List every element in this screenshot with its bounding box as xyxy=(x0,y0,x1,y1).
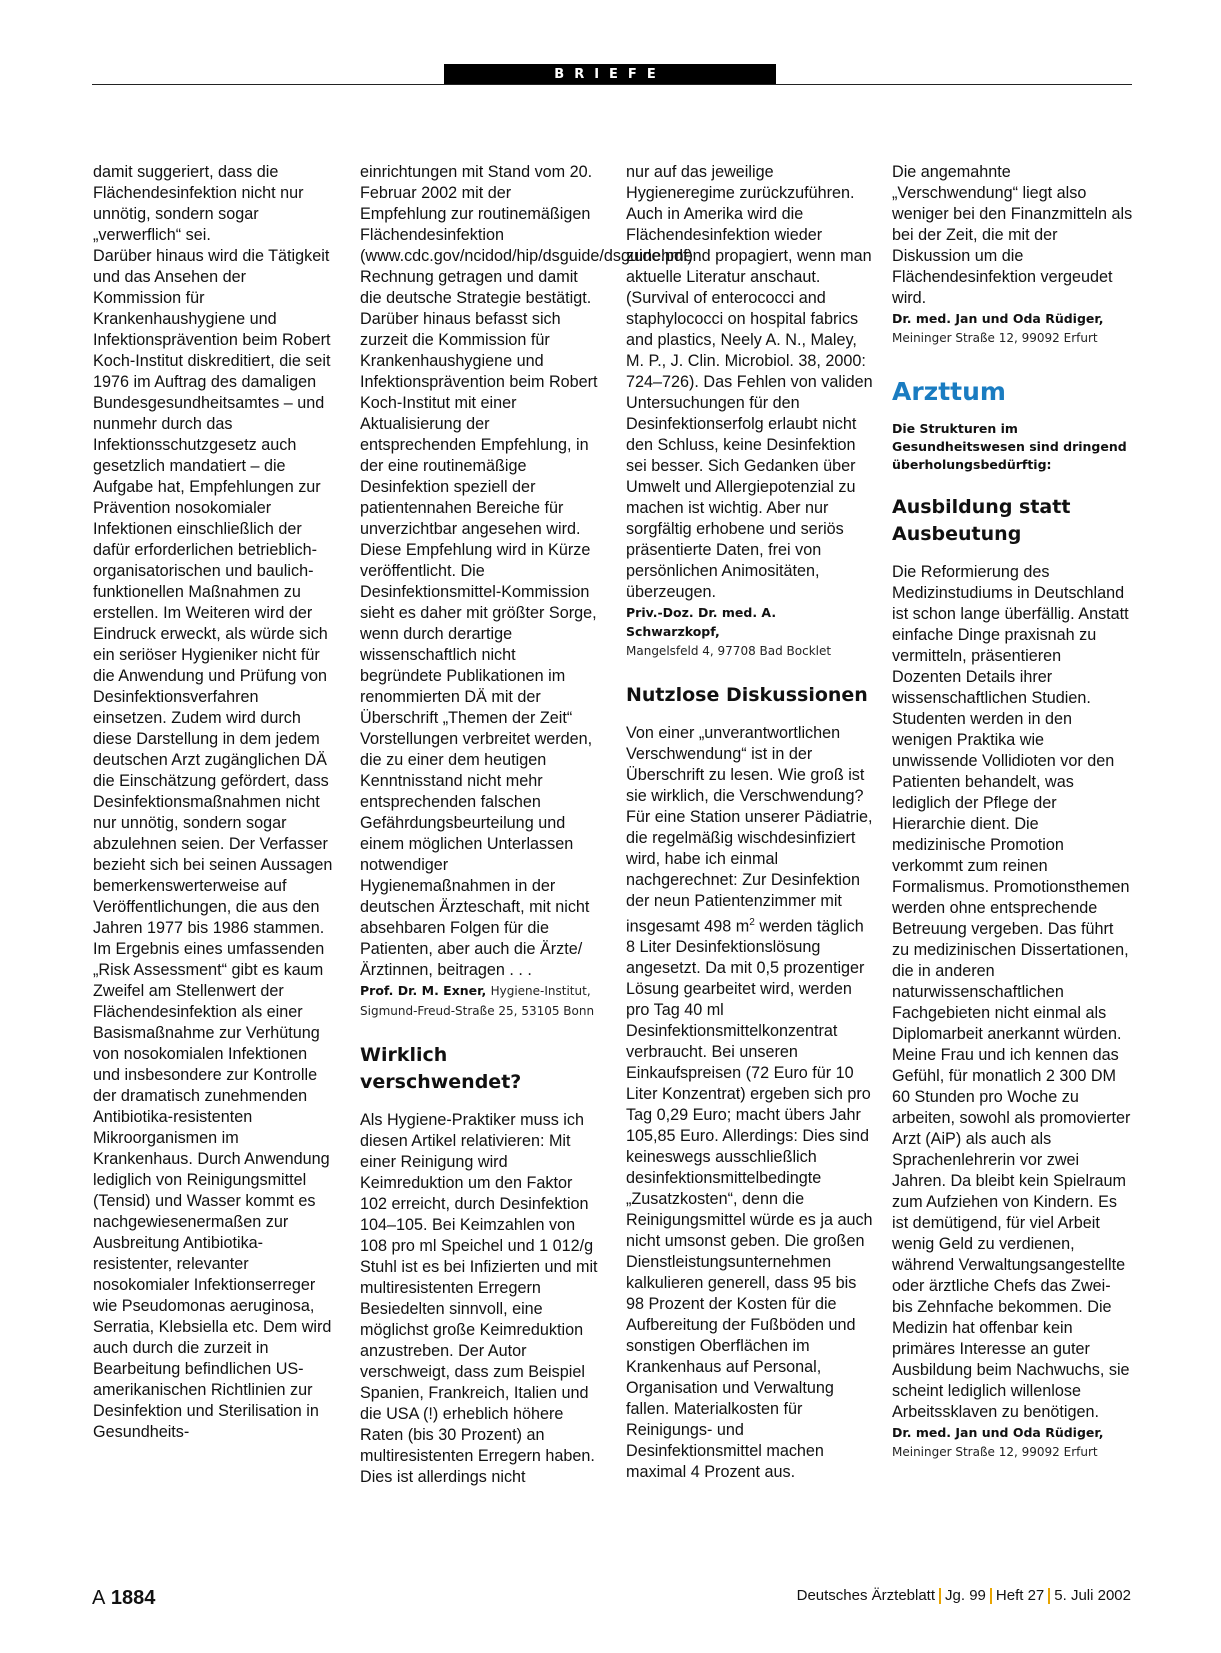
signature-name: Prof. Dr. M. Exner, xyxy=(360,983,487,998)
header-rule xyxy=(92,84,1132,85)
letter-signature-schwarzkopf xyxy=(626,603,874,661)
spacer xyxy=(360,1096,602,1110)
paragraph: Von einer „unverantwortlichen Verschwendung“ ist in der Überschrift zu lesen. Wie groß ist sie wirklich, die Verschwendung? xyxy=(626,724,865,805)
section-header-bar: BRIEFE xyxy=(444,64,776,85)
superscript: 2 xyxy=(749,917,755,928)
letter-signature-pitten xyxy=(892,309,1134,348)
paragraph: damit suggeriert, dass die Flächendesinfektion nicht nur unnötig, sondern sogar „verwerflich“ sei. xyxy=(93,163,304,244)
letter-heading-wirklich-verschwendet: Wirklich verschwendet? xyxy=(360,1044,522,1093)
paragraph xyxy=(626,807,874,1483)
paragraph: einrichtungen mit Stand vom 20. Februar 2002 mit der Empfehlung zur routinemäßigen Flächendesinfektion (www.cdc.gov/ncidod/hip/dsguide/dsguide.pdf) Rechnung getragen und damit die deutsche Strategie bestätigt. Darüber hinaus befasst sich zurzeit die Kommission für Krankenhaushygiene und Infektionsprävention beim Robert Koch-Institut mit einer Aktualisierung der entsprechenden Empfehlung, in der eine routinemäßige Desinfektion speziell der patientennahen Bereiche für unverzichtbar angesehen wird. Diese Empfehlung wird in Kürze veröffentlicht. Die Desinfektionsmittel-Kommission sieht es daher mit größter Sorge, wenn durch derartige wissenschaftlich nicht begründete Publikationen im renommierten DÄ mit der Überschrift „Themen der Zeit“ Vorstellungen verbreitet werden, die zu einer dem heutigen Kenntnisstand nicht mehr entsprechenden falschen Gefährdungsbeurteilung und einem möglichen Unterlassen notwendiger Hygienemaßnahmen in der deutschen Ärzteschaft, mit nicht absehbaren Folgen für die Patienten, aber auch die Ärzte/Ärztinnen, beitragen . . . xyxy=(360,163,693,979)
signature-address: Meininger Straße 12, 99092 Erfurt xyxy=(892,1445,1098,1459)
column-3 xyxy=(626,162,874,1483)
letter-heading-nutzlose-diskussionen: Nutzlose Diskussionen xyxy=(626,684,868,706)
signature-address: Hygiene-Institut, Sigmund-Freud-Straße 25, 53105 Bonn xyxy=(360,984,595,1018)
signature-name: Dr. med. Jan und Oda Rüdiger, xyxy=(892,1425,1104,1440)
signature-address: Mangelsfeld 4, 97708 Bad Bocklet xyxy=(626,644,832,658)
signature-name: Dr. med. Jan und Oda Rüdiger, xyxy=(892,311,1104,326)
column-4 xyxy=(892,162,1134,1462)
letter-signature-exner xyxy=(360,981,602,1021)
letter-signature-ruediger xyxy=(892,1423,1134,1462)
spacer xyxy=(626,709,874,723)
separator xyxy=(990,1588,992,1604)
journal-date: 5. Juli 2002 xyxy=(1054,1587,1131,1604)
page-number xyxy=(92,1587,155,1610)
page-prefix: A xyxy=(92,1587,106,1609)
separator xyxy=(1048,1588,1050,1604)
page-number-value: 1884 xyxy=(110,1587,156,1609)
text-run: Für eine Station unserer Pädiatrie, die regelmäßig wischdesinfiziert wird, habe ich einmal nachgerechnet: Zur Desinfektion der neun Patientenzimmer mit insgesamt 498 m xyxy=(626,808,873,936)
paragraph: Im Ergebnis eines umfassenden „Risk Assessment“ gibt es kaum Zweifel am Stellenwert der Flächendesinfektion als einer Basismaßnahme zur Verhütung von nosokomialen Infektionen und insbesondere zur Kontrolle der dramatisch zunehmenden Antibiotika-resistenten Mikroorganismen im Krankenhaus. Durch Anwendung lediglich von Reinigungsmittel (Tensid) und Wasser kommt es nachgewiesenermaßen zur Ausbreitung Antibiotika-resistenter, relevanter nosokomialer Infektionserreger wie Pseudomonas aeruginosa, Serratia, Klebsiella etc. Dem wird auch durch die zurzeit in Bearbeitung befindlichen US-amerikanischen Richtlinien zur Desinfektion und Sterilisation in Gesundheits- xyxy=(93,940,332,1441)
text-run: werden täglich 8 Liter Desinfektionslösung angesetzt. Da mit 0,5 prozentiger Lösung gearbeitet wird, werden pro Tag 40 ml Desinfektionsmittelkonzentrat verbraucht. Bei unseren Einkaufspreisen (72 Euro für 10 Liter Konzentrat) ergeben sich pro Tag 0,29 Euro; macht übers Jahr 105,85 Euro. Allerdings: Dies sind keineswegs ausschließlich desinfektionsmittelbedingte „Zusatzkosten“, denn die Reinigungsmittel würde es ja auch nicht umsonst geben. Die großen Dienstleistungsunternehmen kalkulieren generell, dass 95 bis 98 Prozent der Kosten für die Aufbereitung der Fußböden und sonstigen Oberflächen im Krankenhaus auf Personal, Organisation und Verwaltung fallen. Materialkosten für Reinigungs- und Desinfektionsmittel machen maximal 4 Prozent aus. xyxy=(626,917,873,1482)
separator xyxy=(939,1588,941,1604)
paragraph: Darüber hinaus wird die Tätigkeit und das Ansehen der Kommission für Krankenhaushygiene und Infektionsprävention beim Robert Koch-Institut diskreditiert, die seit 1976 im Auftrag des damaligen Bundesgesundheitsamtes – und nunmehr durch das Infektionsschutzgesetz auch gesetzlich mandatiert – die Aufgabe hat, Empfehlungen zur Prävention nosokomialer Infektionen einschließlich der dafür erforderlichen betrieblich-organisatorischen und baulich-funktionellen Maßnahmen zu erstellen. Im Weiteren wird der Eindruck erweckt, als würde sich ein seriöser Hygieniker nicht für die Anwendung und Prüfung von Desinfektionsverfahren einsetzen. Zudem wird durch diese Darstellung in dem jedem deutschen Arzt zugänglichen DÄ die Einschätzung gefördert, dass Desinfektionsmaßnahmen nicht nur unnötig, sondern sogar abzulehnen seien. Der Verfasser bezieht sich bei seinen Aussagen bemerkenswerterweise auf Veröffentlichungen, die aus den Jahren 1977 bis 1986 stammen. xyxy=(93,247,333,937)
spacer xyxy=(892,548,1134,562)
spacer xyxy=(892,348,1134,376)
paragraph: Die angemahnte „Verschwendung“ liegt also weniger bei den Finanzmitteln als bei der Zeit, die mit der Diskussion um die Flächendesinfektion vergeudet wird. xyxy=(892,163,1133,307)
lead-text: Die Strukturen im Gesundheitswesen sind dringend überholungsbedürftig: xyxy=(892,421,1127,472)
journal-issue: Heft 27 xyxy=(995,1587,1045,1604)
paragraph: Die Reformierung des Medizinstudiums in Deutschland ist schon lange überfällig. Anstatt einfache Dinge praxisnah zu vermitteln, präsentieren Dozenten Details ihrer wissenschaftlichen Studien. Studenten werden in den wenigen Praktika wie unwissende Vollidioten vor den Patienten behandelt, was lediglich der Pflege der Hierarchie dient. Die medizinische Promotion verkommt zum reinen Formalismus. Promotionsthemen werden ohne entsprechende Betreuung vergeben. Das führt zu medizinischen Dissertationen, die in anderen naturwissenschaftlichen Fachgebieten nicht einmal als Diplomarbeit anerkannt würden. Meine Frau und ich kennen das Gefühl, für monatlich 2 300 DM 60 Stunden pro Woche zu arbeiten, sowohl als promovierter Arzt (AiP) als auch als Sprachenlehrerin vor zwei Jahren. Da bleibt kein Spielraum zum Aufziehen von Kindern. Es ist demütigend, für viel Arbeit wenig Geld zu verdienen, während Verwaltungsangestellte oder ärztliche Chefs das Zwei- bis Zehnfache bekommen. Die Medizin hat offenbar kein primäres Interesse an guter Ausbildung beim Nachwuchs, sie scheint lediglich willenlose Arbeitssklaven zu benötigen. xyxy=(892,563,1131,1421)
spacer xyxy=(892,408,1134,420)
paragraph: nur auf das jeweilige Hygieneregime zurückzuführen. Auch in Amerika wird die Flächendesinfektion wieder zunehmend propagiert, wenn man aktuelle Literatur anschaut. (Survival of enterococci and staphylococci on hospital fabrics and plastics, Neely A. N., Maley, M. P., J. Clin. Microbiol. 38, 2000: 724–726). Das Fehlen von validen Untersuchungen für den Desinfektionserfolg erlaubt nicht den Schluss, keine Desinfektion sei besser. Sich Gedanken über Umwelt und Allergiepotenzial zu machen ist wichtig. Aber nur sorgfältig erhobene und seriös präsentierte Daten, frei von persönlichen Animositäten, überzeugen. xyxy=(626,163,873,601)
signature-name: Priv.-Doz. Dr. med. A. Schwarzkopf, xyxy=(626,605,777,639)
journal-volume: Jg. 99 xyxy=(945,1587,986,1604)
signature-address: Meininger Straße 12, 99092 Erfurt xyxy=(892,331,1098,345)
column-2 xyxy=(360,162,693,1488)
spacer xyxy=(360,1021,602,1042)
spacer xyxy=(626,661,874,682)
journal-info xyxy=(797,1587,1131,1604)
spacer xyxy=(892,474,1134,494)
column-1 xyxy=(93,162,335,1443)
rubric-arzttum: Arzttum xyxy=(892,377,1006,406)
paragraph: Als Hygiene-Praktiker muss ich diesen Artikel relativieren: Mit einer Reinigung wird Keimreduktion um den Faktor 102 erreicht, durch Desinfektion 104–105. Bei Keimzahlen von 108 pro ml Speichel und 1 012/g Stuhl ist es bei Infizierten und mit multiresistenten Erregern Besiedelten sinnvoll, eine möglichst große Keimreduktion anzustreben. Der Autor verschweigt, dass zum Beispiel Spanien, Frankreich, Italien und die USA (!) erheblich höhere Raten (bis 30 Prozent) an multiresistenten Erregern haben. Dies ist allerdings nicht xyxy=(360,1111,598,1486)
letter-heading-ausbildung-statt-ausbeutung: Ausbildung statt Ausbeutung xyxy=(892,496,1071,545)
journal-name: Deutsches Ärzteblatt xyxy=(796,1587,936,1604)
